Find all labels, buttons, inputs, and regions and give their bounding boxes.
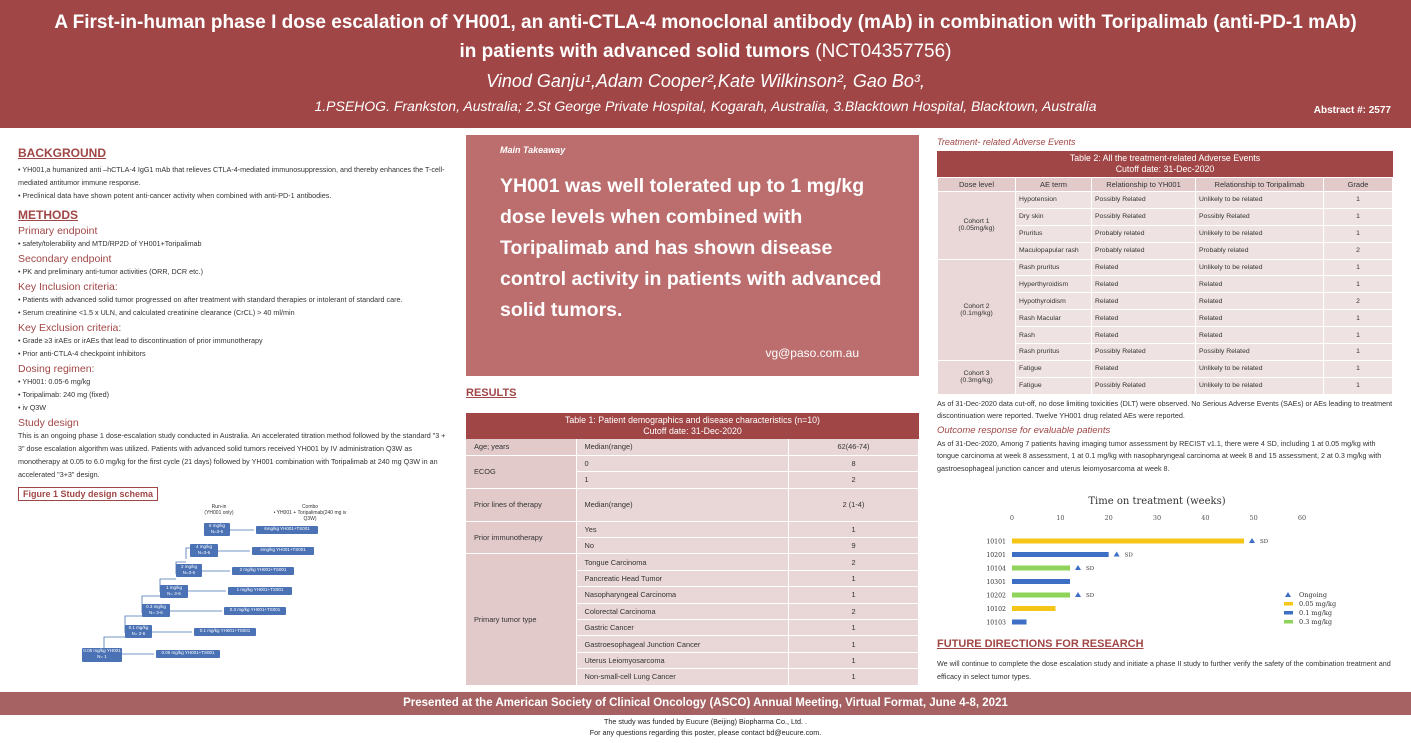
patient-bar — [1012, 539, 1244, 544]
results-heading: RESULTS — [466, 387, 517, 399]
table-row: Cohort 1 (0.05mg/kg) Hypotension Possibly Related Unlikely to be related 1 — [938, 192, 1393, 209]
exclusion-item: • Prior anti-CTLA-4 checkpoint inhibitors — [18, 349, 146, 358]
schema-step-runin: 0.1 mg/kg N= 3-6 — [125, 625, 152, 638]
patient-bar — [1012, 552, 1109, 557]
secondary-endpoint-heading: Secondary endpoint — [18, 253, 112, 265]
x-tick-label: 40 — [1201, 514, 1210, 522]
table-row: Prior lines of therapy Median(range) 2 (1-4) — [466, 488, 919, 521]
table-row: No 9 — [466, 538, 919, 554]
runin-label: Run-in — [211, 504, 227, 510]
schema-step-runin: 0.05 mg/kg YH001 N= 1 — [82, 648, 122, 662]
study-design-heading: Study design — [18, 417, 79, 429]
table1-header: Table 1: Patient demographics and disease characteristics (n=10) Cutoff date: 31-Dec-2020 — [466, 413, 919, 439]
schema-step-combo: 0.3 mg/kg YH001+TS001 — [224, 607, 286, 615]
table-row: Dry skin Possibly Related Possibly Related 1 — [938, 208, 1393, 225]
x-tick-label: 30 — [1152, 514, 1162, 522]
table-row: Rash pruritus Possibly Related Possibly Related 1 — [938, 344, 1393, 361]
table-row: Hypothyroidism Related Related 2 — [938, 293, 1393, 310]
schema-step-runin: 0.3 mg/kg N= 3-6 — [142, 604, 170, 617]
background-heading: BACKGROUND — [18, 146, 106, 160]
affiliations: 1.PSEHOG. Frankston, Australia; 2.St George Private Hospital, Kogarah, Australia, 3.Blacktown Hospital, Blacktown, Australia — [314, 98, 1097, 114]
patient-label: 10104 — [986, 565, 1006, 573]
main-takeaway-box — [466, 135, 919, 376]
legend-ongoing-icon — [1285, 592, 1291, 597]
patient-label: 10103 — [986, 619, 1006, 627]
primary-endpoint: • safety/tolerability and MTD/RP2D of YH001+Toripalimab — [18, 239, 202, 248]
table-row: Maculopapular rash Probably related Probably related 2 — [938, 242, 1393, 259]
x-tick-label: 60 — [1297, 514, 1307, 522]
poster-title: A First-in-human phase I dose escalation of YH001, an anti-CTLA-4 monoclonal antibody (mAb) in combination with Toripalimab (anti-PD-1 mAb) — [54, 12, 1357, 33]
dlt-note: As of 31-Dec-2020 data cut-off, no dose limiting toxicities (DLT) were observed. No Serious Adverse Events (SAEs) or AEs leading to treatment discontinuation were reported. Twelve YH001 drug related AEs were reported. — [937, 398, 1393, 421]
patient-bar — [1012, 579, 1070, 584]
sd-label: SD — [1124, 552, 1133, 559]
demographics-table — [466, 413, 919, 686]
left-column — [18, 146, 453, 502]
contact-email[interactable]: vg@paso.com.au — [765, 346, 859, 360]
x-tick-label: 0 — [1009, 514, 1015, 522]
combo-sub: • YH001 + Toripalimab(240 mg iv Q3W) — [273, 510, 347, 522]
background-line: • Preclinical data have shown potent anti-cancer activity when combined with anti-PD-1 antibodies. — [18, 191, 332, 200]
sd-label: SD — [1086, 593, 1095, 599]
schema-arrows — [80, 504, 380, 664]
future-heading: FUTURE DIRECTIONS FOR RESEARCH — [937, 638, 1144, 650]
legend-label: 0.1 mg/kg — [1299, 609, 1333, 617]
patient-label: 10301 — [986, 579, 1006, 586]
table-row: Primary tumor type Tongue Carcinoma 2 — [466, 554, 919, 570]
time-on-treatment-chart — [937, 493, 1393, 635]
table-row: Rash Related Related 1 — [938, 327, 1393, 344]
dosing-item: • iv Q3W — [18, 403, 47, 412]
table-row: Non-small-cell Lung Cancer 1 — [466, 669, 919, 685]
schema-step-combo: 6mg/kg YH001+TS001 — [256, 526, 318, 534]
table-row: Prior immunotherapy Yes 1 — [466, 521, 919, 537]
secondary-endpoint: • PK and preliminary anti-tumor activities (ORR, DCR etc.) — [18, 267, 204, 276]
inclusion-item: • Serum creatinine <1.5 x ULN, and calculated creatinine clearance (CrCL) > 40 ml/min — [18, 308, 295, 317]
schema-step-runin: 4 mg/kg N=3-6 — [190, 544, 218, 557]
legend-label: 0.05 mg/kg — [1299, 600, 1337, 608]
ongoing-marker — [1114, 552, 1120, 557]
table-row: Pruritus Probably related Unlikely to be related 1 — [938, 225, 1393, 242]
schema-step-runin: 6 mg/kg N=3-6 — [204, 523, 230, 536]
schema-step-combo: 2 mg/kg YH001+TS001 — [232, 567, 294, 575]
inclusion-heading: Key Inclusion criteria: — [18, 281, 118, 293]
ongoing-marker — [1075, 565, 1081, 570]
sd-label: SD — [1086, 566, 1095, 572]
schema-step-combo: 1 mg/kg YH001+TS001 — [228, 587, 292, 595]
outcome-text: As of 31-Dec-2020, Among 7 patients having imaging tumor assessment by RECIST v1.1, there were 4 SD, including 1 at 0.05 mg/kg with tongue carcinoma at week 8 assessment, 1 at 0.1 mg/kg with nasopharyngeal carcinoma at week 8 and 15 assessment, 2 at 0.3 mg/kg with gastroesophageal junction cancer and uterus leiomyosarcoma at week 8. — [937, 438, 1382, 473]
dosing-heading: Dosing regimen: — [18, 363, 95, 375]
schema-step-runin: 1 mg/kg N= 3-6 — [160, 585, 188, 598]
table-row: Cohort 3 (0.3mg/kg) Fatigue Related Unlikely to be related 1 — [938, 360, 1393, 377]
patient-bar — [1012, 593, 1070, 598]
table-header-row: Dose level AE term Relationship to YH001 Relationship to Toripalimab Grade — [938, 178, 1393, 192]
schema-step-combo: 4mg/kg YH001+TS001 — [252, 547, 314, 555]
combo-label: Combo — [301, 504, 319, 510]
legend-label: Ongoing — [1299, 591, 1328, 599]
ongoing-marker — [1249, 538, 1255, 543]
patient-label: 10101 — [986, 538, 1006, 546]
patient-label: 10201 — [986, 552, 1006, 559]
sd-label: SD — [1260, 539, 1269, 545]
table-row: Nasopharyngeal Carcinoma 1 — [466, 587, 919, 603]
x-tick-label: 20 — [1104, 514, 1113, 522]
primary-endpoint-heading: Primary endpoint — [18, 225, 98, 237]
exclusion-heading: Key Exclusion criteria: — [18, 322, 122, 334]
takeaway-text: YH001 was well tolerated up to 1 mg/kg dose levels when combined with Toripalimab and has shown disease control activity in patients with advanced solid tumors. — [500, 175, 882, 321]
future-text: We will continue to complete the dose escalation study and initiate a phase II study to further verify the safety of the combination treatment and efficacy in select tumor types. — [937, 659, 1391, 681]
table-row: Gastroesophageal Junction Cancer 1 — [466, 636, 919, 652]
x-tick-label: 10 — [1056, 514, 1065, 522]
patient-label: 10202 — [986, 592, 1006, 600]
table-row: Gastric Cancer 1 — [466, 620, 919, 636]
methods-heading: METHODS — [18, 208, 78, 222]
schema-step-combo: 0.1 mg/kg YH001+TS001 — [194, 628, 256, 636]
authors: Vinod Ganju¹,Adam Cooper²,Kate Wilkinson², Gao Bo³, — [486, 71, 925, 91]
table-row: 1 2 — [466, 472, 919, 488]
table2-header: Table 2: All the treatment-related Adverse Events Cutoff date: 31-Dec-2020 — [937, 151, 1393, 177]
legend-swatch — [1284, 611, 1293, 615]
schema-step-combo: 0.05 mg/kg YH001+TS001 — [156, 650, 220, 658]
trae-heading: Treatment- related Adverse Events — [937, 137, 1076, 147]
dosing-item: • YH001: 0.05-6 mg/kg — [18, 377, 91, 386]
right-column — [937, 137, 1393, 475]
exclusion-item: • Grade ≥3 irAEs or irAEs that lead to discontinuation of prior immunotherapy — [18, 336, 263, 345]
legend-swatch — [1284, 602, 1293, 606]
takeaway-label: Main Takeaway — [500, 145, 566, 155]
table-row: ECOG 0 8 — [466, 455, 919, 471]
funding-note — [0, 716, 1411, 738]
poster-header — [0, 0, 1411, 128]
table-row: Age; years Median(range) 62(46-74) — [466, 439, 919, 455]
contact-note: For any questions regarding this poster, please contact bd@eucure.com. — [589, 728, 822, 737]
funded-by: The study was funded by Eucure (Beijing) Biopharma Co., Ltd. . — [604, 717, 807, 726]
legend-swatch — [1284, 620, 1293, 624]
patient-bar — [1012, 620, 1027, 625]
chart-title: Time on treatment (weeks) — [1088, 496, 1226, 507]
patient-label: 10102 — [986, 606, 1006, 613]
dosing-item: • Toripalimab: 240 mg (fixed) — [18, 390, 110, 399]
outcome-heading: Outcome response for evaluable patients — [937, 424, 1111, 436]
table-row: Rash Macular Related Related 1 — [938, 310, 1393, 327]
table-row: Colorectal Carcinoma 2 — [466, 603, 919, 619]
legend-label: 0.3 mg/kg — [1299, 618, 1333, 626]
patient-bar — [1012, 606, 1056, 611]
poster-title-line2: in patients with advanced solid tumors (NCT04357756) — [459, 41, 952, 62]
table-row: Cohort 2 (0.1mg/kg) Rash pruritus Related Unlikely to be related 1 — [938, 259, 1393, 276]
figure-label: Figure 1 Study design schema — [18, 487, 158, 501]
schema-step-runin: 2 mg/kg N=3-6 — [176, 564, 202, 577]
inclusion-item: • Patients with advanced solid tumor progressed on after treatment with standard therapies or intolerant of standard care. — [18, 295, 403, 304]
ongoing-marker — [1075, 592, 1081, 597]
runin-sub: (YH001 only) — [204, 510, 234, 516]
presented-banner: Presented at the American Society of Clinical Oncology (ASCO) Annual Meeting, Virtual Format, June 4-8, 2021 — [0, 692, 1411, 715]
abstract-number: Abstract #: 2577 — [1313, 105, 1391, 116]
table-row: Fatigue Possibly Related Unlikely to be related 1 — [938, 377, 1393, 394]
adverse-events-table — [937, 177, 1393, 395]
x-tick-label: 50 — [1249, 514, 1258, 522]
table-row: Uterus Leiomyosarcoma 1 — [466, 652, 919, 668]
background-line: • YH001,a humanized anti –hCTLA-4 IgG1 mAb that relieves CTLA-4-mediated immunosuppression, and thereby enhances the T-cell-mediated antitumor immune response. — [18, 165, 445, 187]
table-row: Pancreatic Head Tumor 1 — [466, 570, 919, 586]
patient-bar — [1012, 566, 1070, 571]
table-row: Hyperthyroidism Related Related 1 — [938, 276, 1393, 293]
study-design-schema — [80, 504, 380, 664]
study-design-text: This is an ongoing phase 1 dose-escalation study conducted in Australia. An accelerated titration method followed by the standard "3 + 3" dose escalation algorithm was utilized. Patients with advanced solid tumors received YH001 by IV administration Q3W as monotherapy at 0.05 to 6.0 mg/kg for the first cycle (21 days) followed by YH001 combination with Toripalimab at 240 mg Q3W in an accelerated "3+3" design. — [18, 431, 446, 479]
